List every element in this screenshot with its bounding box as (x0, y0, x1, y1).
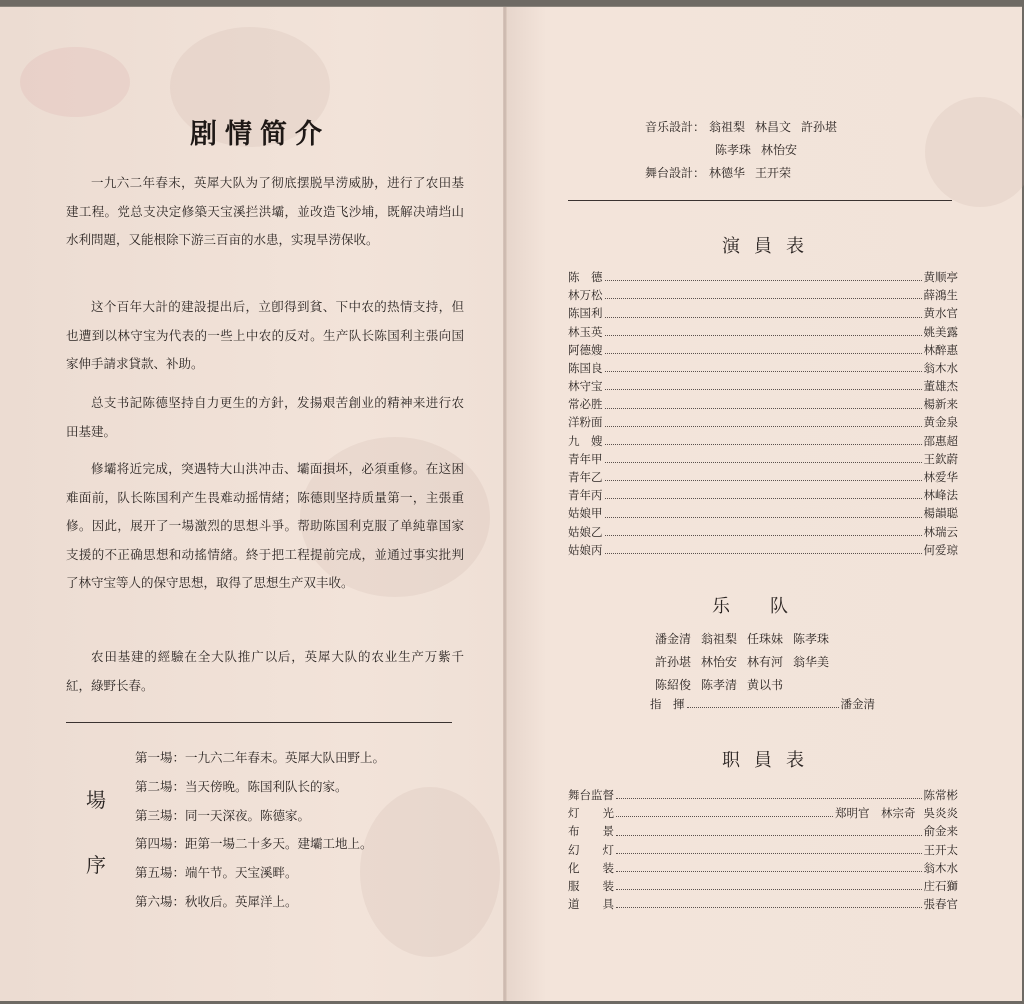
stage-design-credit (645, 162, 801, 184)
role-name: 常必胜 (568, 397, 603, 412)
synopsis-paragraph-1: 一九六二年春末，英犀大队为了彻底摆脱旱涝威胁，进行了农田基建工程。党总支决定修築天宝溪拦洪壩，並改造飞沙埔，既解决靖垱山水利問題，又能根除下游三百亩的水患，实現旱涝保收。 (66, 175, 464, 247)
staff-name: 翁木水 (923, 860, 958, 875)
role-name: 舞台监督 (568, 787, 614, 802)
band-member: 任珠妹 (747, 632, 784, 646)
dot-leader (605, 335, 922, 336)
dot-leader (605, 462, 922, 463)
actor-name: 楊新来 (923, 397, 958, 412)
role-name: 青年甲 (568, 451, 603, 466)
band-row (655, 628, 839, 651)
dot-leader (605, 280, 922, 281)
page-fold (503, 7, 507, 1001)
actor-name: 楊韻聪 (923, 506, 958, 521)
staff-name: 庄石獅 (923, 878, 958, 893)
cast-row (568, 468, 958, 486)
cast-row (568, 268, 958, 286)
cast-row (568, 304, 958, 322)
actor-name: 林瑞云 (923, 524, 958, 539)
staff-list (568, 786, 958, 913)
cast-row (568, 395, 958, 413)
synopsis-paragraph-4: 修壩将近完成，突遇特大山洪冲击、壩面損坏，必須重修。在这困难面前，队长陈国利产生畏难动摇情緒；陈德則坚持质量第一，主張重修。因此，展开了一場激烈的思想斗爭。帮助陈国利克服了单純靠国家支援的不正确思想和动搖情緒。終于把工程提前完成，並通过事实批判了林守宝等人的保守思想，取得了思想生产双丰收。 (66, 461, 464, 590)
dot-leader (605, 408, 922, 409)
staff-title: 职員表 (722, 750, 818, 771)
band-member: 許孙堪 (655, 655, 692, 669)
floral-pattern (20, 47, 130, 117)
role-name: 指 揮 (650, 696, 685, 711)
role-name: 姑娘甲 (568, 506, 603, 521)
role-name: 阿德嫂 (568, 342, 603, 357)
staff-row (568, 895, 958, 913)
band-member: 潘金清 (655, 632, 692, 646)
music-design-credit (645, 116, 847, 138)
actor-name: 翁木水 (923, 360, 958, 375)
role-name: 陈国利 (568, 306, 603, 321)
actor-name: 邵惠超 (923, 433, 958, 448)
band-member: 翁祖梨 (701, 632, 738, 646)
staff-row (568, 822, 958, 840)
staff-name: 郑明官 林宗奇 (835, 806, 916, 821)
cast-row (568, 323, 958, 341)
dot-leader (605, 553, 922, 554)
role-name: 灯 光 (568, 806, 614, 821)
dot-leader (605, 444, 922, 445)
staff-name: 王开太 (923, 842, 958, 857)
credit-name: 陈孝珠 (715, 143, 752, 157)
dot-leader (616, 816, 833, 817)
dot-leader (605, 480, 922, 481)
dot-leader (616, 835, 922, 836)
staff-name: 張春官 (923, 897, 958, 912)
role-name: 服 装 (568, 878, 614, 893)
dot-leader (605, 353, 922, 354)
conductor-line (650, 695, 875, 713)
role-name: 林守宝 (568, 379, 603, 394)
dot-leader (605, 317, 922, 318)
stage-design-label: 舞台設計： (645, 166, 706, 180)
cast-row (568, 359, 958, 377)
scene-item: 第一場：一九六二年春末。英犀大队田野上。 (135, 750, 386, 765)
actor-name: 林醉惠 (923, 342, 958, 357)
role-name: 青年丙 (568, 488, 603, 503)
credit-name: 許孙堪 (801, 120, 838, 134)
role-name: 洋粉面 (568, 415, 603, 430)
dot-leader (605, 498, 922, 499)
cast-row (568, 541, 958, 559)
role-name: 陈国良 (568, 360, 603, 375)
band-member: 黄以书 (747, 678, 784, 692)
role-name: 九 嫂 (568, 433, 603, 448)
band-member: 陈孝珠 (793, 632, 830, 646)
conductor-name: 潘金清 (840, 696, 875, 711)
credit-name: 林昌文 (755, 120, 792, 134)
scene-item: 第五場：端午节。天宝溪畔。 (135, 865, 298, 881)
dot-leader (616, 871, 922, 872)
staff-name: 陈常彬 (923, 787, 958, 802)
staff-row (568, 804, 958, 822)
actor-name: 姚美露 (923, 324, 958, 339)
scene-item: 第六場：秋收后。英犀洋上。 (135, 893, 298, 909)
actor-name: 林峰法 (923, 488, 958, 503)
role-name: 布 景 (568, 824, 614, 839)
cast-title: 演員表 (722, 236, 818, 257)
credit-name: 翁祖梨 (709, 120, 746, 134)
cast-row (568, 341, 958, 359)
synopsis-paragraph-3: 总支书記陈德坚持自力更生的方針，发揚艰苦創业的精神来进行农田基建。 (66, 395, 464, 439)
synopsis-paragraph-2: 这个百年大計的建設提出后，立卽得到貧、下中农的热情支持，但也遭到以林守宝为代表的一些上中农的反对。生产队长陈国利主張向国家伸手請求貸款、补助。 (66, 299, 464, 371)
scenes-label-2: 序 (86, 853, 106, 877)
band-title: 乐队 (712, 596, 828, 617)
role-name: 姑娘乙 (568, 524, 603, 539)
music-design-credit-2 (715, 139, 807, 161)
dot-leader (616, 889, 922, 890)
actor-name: 黄顺亭 (923, 269, 958, 284)
cast-row (568, 414, 958, 432)
credit-name: 王开荣 (755, 166, 792, 180)
role-name: 姑娘丙 (568, 542, 603, 557)
synopsis-title: 剧情简介 (190, 119, 330, 150)
role-name: 青年乙 (568, 470, 603, 485)
cast-row (568, 432, 958, 450)
dot-leader (605, 371, 922, 372)
cast-row (568, 377, 958, 395)
music-design-label: 音乐設計： (645, 120, 706, 134)
actor-name: 何爱琼 (923, 542, 958, 557)
band-member: 林有河 (747, 655, 784, 669)
staff-name: 俞金来 (923, 824, 958, 839)
staff-row (568, 877, 958, 895)
cast-row (568, 504, 958, 522)
role-name: 陈 德 (568, 269, 603, 284)
dot-leader (605, 389, 922, 390)
synopsis-paragraph-5: 农田基建的經驗在全大队推广以后，英犀大队的农业生产万紫千紅，綠野长春。 (66, 649, 464, 693)
cast-row (568, 486, 958, 504)
cast-list (568, 268, 958, 559)
conductor-row (650, 695, 875, 713)
band-member: 林怡安 (701, 655, 738, 669)
credit-name: 林怡安 (761, 143, 798, 157)
credit-name: 林德华 (709, 166, 746, 180)
role-name: 幻 灯 (568, 842, 614, 857)
band-member: 陈紹俊 (655, 678, 692, 692)
divider (66, 722, 452, 723)
floral-pattern (925, 97, 1024, 207)
actor-name: 林爱华 (923, 470, 958, 485)
dot-leader (605, 517, 922, 518)
role-name: 林玉英 (568, 324, 603, 339)
dot-leader (687, 707, 839, 708)
role-name: 道 具 (568, 897, 614, 912)
actor-name: 黄金泉 (923, 415, 958, 430)
actor-name: 王欽蔚 (923, 451, 958, 466)
dot-leader (616, 853, 922, 854)
band-row (655, 674, 793, 697)
dot-leader (616, 798, 922, 799)
dot-leader (605, 298, 922, 299)
scene-item: 第二場：当天傍晚。陈国利队长的家。 (135, 778, 348, 794)
cast-row (568, 286, 958, 304)
scene-list (135, 744, 385, 917)
dot-leader (605, 535, 922, 536)
role-name: 化 装 (568, 860, 614, 875)
divider (568, 200, 952, 201)
dot-leader (605, 426, 922, 427)
actor-name: 黄水官 (923, 306, 958, 321)
staff-name: 吳炎炎 (923, 806, 958, 821)
scenes-label-1: 場 (86, 788, 106, 812)
scene-item: 第四場：距第一場二十多天。建壩工地上。 (135, 836, 373, 852)
role-name: 林万松 (568, 288, 603, 303)
scene-item: 第三場：同一天深夜。陈德家。 (135, 807, 311, 823)
band-member: 翁华美 (793, 655, 830, 669)
cast-row (568, 523, 958, 541)
staff-row (568, 786, 958, 804)
dot-leader (616, 907, 922, 908)
staff-row (568, 859, 958, 877)
actor-name: 薛鴻生 (923, 288, 958, 303)
cast-row (568, 450, 958, 468)
staff-row (568, 841, 958, 859)
band-member: 陈孝清 (701, 678, 738, 692)
actor-name: 董雄杰 (923, 379, 958, 394)
band-row (655, 651, 839, 674)
